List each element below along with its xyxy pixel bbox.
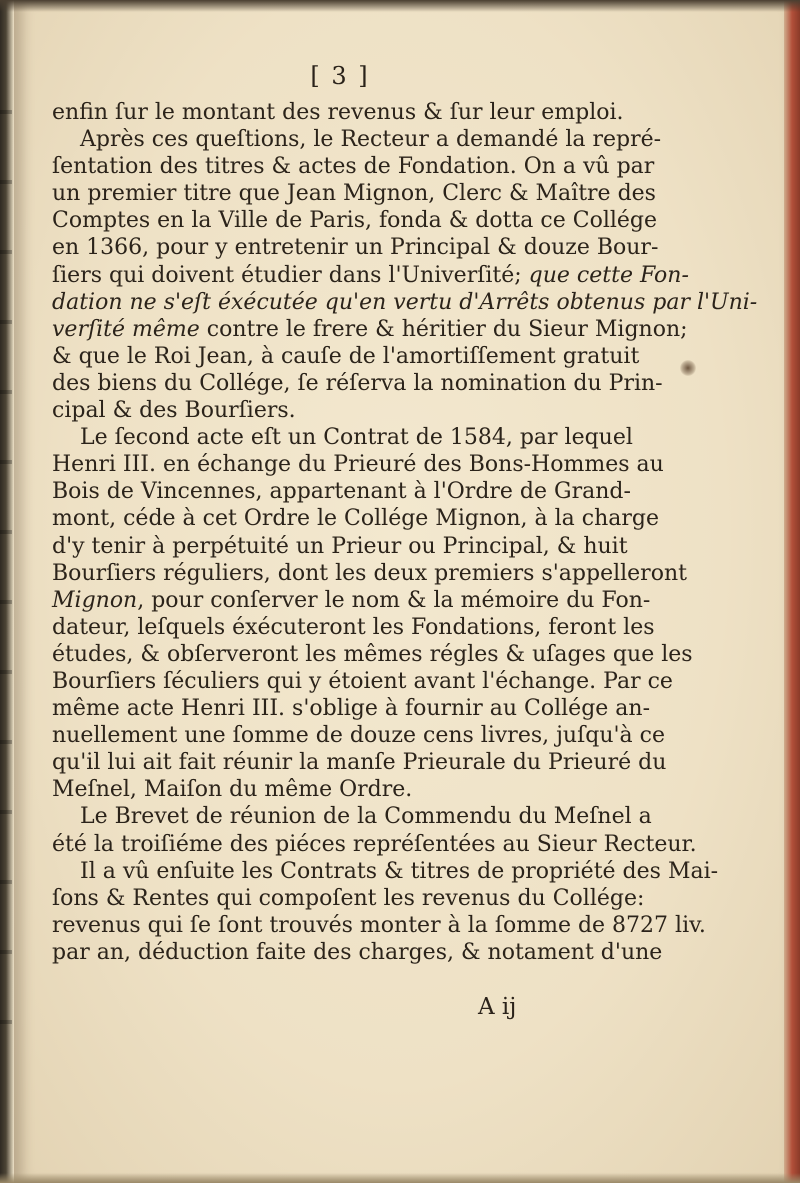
- text-line: [52, 180, 656, 207]
- line-text: & que le Roi Jean, à cauſe de l'amortiſſement gratuit: [52, 343, 640, 369]
- text-line: [52, 722, 665, 749]
- italic-span: dation ne s'eſt éxécutée qu'en vertu d'Arrêts obtenus par l'Uni-: [52, 289, 758, 315]
- text-line: [52, 234, 659, 261]
- text-line: [52, 668, 673, 695]
- line-text: Comptes en la Ville de Paris, fonda & dotta ce Collége: [52, 208, 658, 234]
- signature-mark: A ij: [478, 994, 517, 1020]
- line-text: contre le frere & héritier du Sieur Mignon;: [199, 316, 688, 342]
- line-text: par an, déduction faite des charges, & notament d'une: [52, 939, 663, 965]
- line-text: Le Brevet de réunion de la Commendu du Meſnel a: [80, 804, 652, 830]
- line-text: dateur, leſquels éxécuteront les Fondations, feront les: [52, 614, 655, 640]
- line-text: études, & obſerveront les mêmes régles & uſages que les: [52, 641, 693, 667]
- line-text: un premier titre que Jean Mignon, Clerc & Maître des: [52, 181, 656, 207]
- line-text: cipal & des Bourſiers.: [52, 398, 296, 424]
- text-line: [52, 695, 651, 722]
- italic-span: verſité même: [52, 316, 200, 342]
- line-text: Il a vû enſuite les Contrats & titres de propriété des Mai-: [80, 858, 719, 884]
- text-line: [52, 424, 633, 451]
- line-text: qu'il lui ait fait réunir la manſe Prieurale du Prieuré du: [52, 750, 667, 776]
- line-text: enfin ſur le montant des revenus & ſur leur emploi.: [52, 100, 624, 125]
- text-line: [52, 939, 663, 966]
- gutter-marks: [0, 80, 12, 1030]
- text-line: [52, 533, 628, 560]
- line-text: Henri III. en échange du Prieuré des Bons-Hommes au: [52, 452, 664, 478]
- text-line: [52, 587, 651, 614]
- paper-stain: [680, 360, 696, 376]
- text-line: [52, 831, 697, 858]
- line-text: ſentation des titres & actes de Fondation. On a vû par: [52, 154, 655, 180]
- text-line: [52, 885, 645, 912]
- line-text: Bois de Vincennes, appartenant à l'Ordre de Grand-: [52, 479, 631, 505]
- line-text: été la troiſiéme des piéces repréſentées au Sieur Recteur.: [52, 831, 697, 857]
- text-line: [52, 858, 719, 885]
- line-text: nuellement une ſomme de douze cens livres, juſqu'à ce: [52, 723, 665, 749]
- page-number: [ 3 ]: [310, 62, 370, 90]
- line-text: d'y tenir à perpétuité un Prieur ou Principal, & huit: [52, 533, 628, 559]
- line-text: des biens du Collége, ſe réſerva la nomination du Prin-: [52, 370, 663, 396]
- text-line: [52, 478, 631, 505]
- text-line: [52, 451, 664, 478]
- text-line: [52, 207, 658, 234]
- text-line: [52, 262, 689, 289]
- line-text: ſiers qui doivent étudier dans l'Univerſité;: [52, 262, 529, 288]
- top-shadow: [0, 0, 800, 12]
- text-line: [52, 316, 688, 343]
- line-text: Le ſecond acte eſt un Contrat de 1584, par lequel: [80, 425, 633, 451]
- line-text: en 1366, pour y entretenir un Principal & douze Bour-: [52, 235, 659, 261]
- text-line: [52, 397, 622, 424]
- text-line: [52, 614, 655, 641]
- line-text: Bourſiers réguliers, dont les deux premiers s'appelleront: [52, 560, 687, 586]
- italic-span: Mignon: [52, 587, 138, 613]
- line-text: Meſnel, Maiſon du même Ordre.: [52, 777, 413, 803]
- line-text: , pour conſerver le nom & la mémoire du Fon-: [137, 587, 651, 613]
- text-line: [52, 776, 622, 803]
- text-line: [52, 803, 652, 830]
- text-line: [52, 641, 693, 668]
- text-line: [52, 126, 662, 153]
- line-text: revenus qui ſe ſont trouvés monter à la ſomme de 8727 liv.: [52, 912, 706, 938]
- text-line: [52, 370, 663, 397]
- text-line: [52, 560, 687, 587]
- text-line: [52, 99, 622, 126]
- line-text: Après ces queſtions, le Recteur a demandé la repré-: [80, 127, 662, 153]
- line-text: ſons & Rentes qui compoſent les revenus du Collége:: [52, 885, 645, 911]
- text-line: [52, 912, 706, 939]
- text-line: [52, 749, 667, 776]
- bottom-edge: [0, 1173, 800, 1183]
- text-line: [52, 289, 758, 316]
- line-text: mont, céde à cet Ordre le Collége Mignon, à la charge: [52, 506, 659, 532]
- text-line: [52, 343, 640, 370]
- italic-span: que cette Fon-: [528, 262, 689, 288]
- body-text: [52, 99, 758, 966]
- text-line: [52, 153, 655, 180]
- line-text: même acte Henri III. s'oblige à fournir au Collége an-: [52, 696, 651, 722]
- text-line: [52, 505, 659, 532]
- line-text: Bourſiers ſéculiers qui y étoient avant l'échange. Par ce: [52, 668, 673, 694]
